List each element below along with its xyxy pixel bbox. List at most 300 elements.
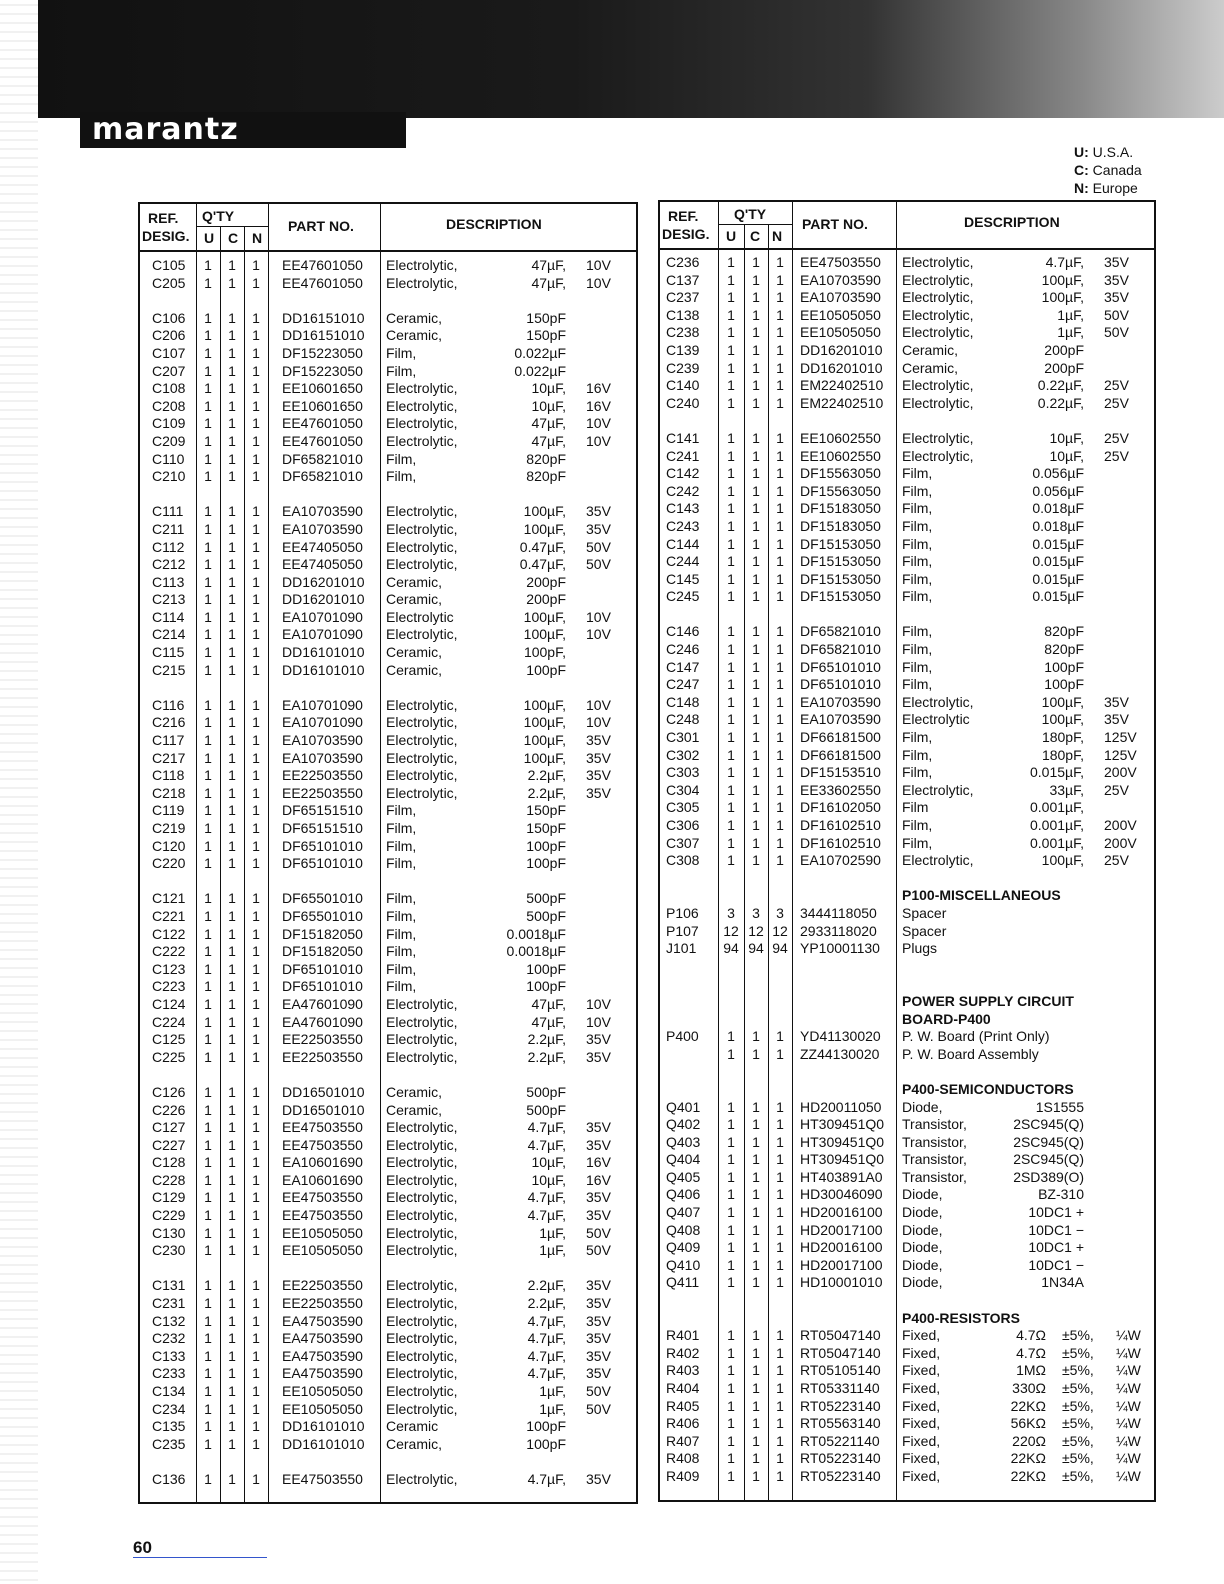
qty-u-cell: 1 xyxy=(727,517,735,534)
part-no-cell: EE47601050 xyxy=(282,432,363,449)
table-row xyxy=(660,835,1154,853)
qty-c-cell: 1 xyxy=(752,1186,760,1203)
desc-value-cell: 1µF, xyxy=(539,1383,566,1399)
qty-c-cell: 1 xyxy=(228,274,236,291)
desc-type-cell: Electrolytic, xyxy=(386,1154,458,1171)
qty-n-cell: 1 xyxy=(776,623,784,640)
desc-rating-cell: 35V xyxy=(1104,711,1129,728)
ref-desig-cell: C122 xyxy=(152,925,186,942)
qty-c-cell: 1 xyxy=(752,271,760,288)
part-no-cell: HT309451Q0 xyxy=(800,1116,885,1133)
part-no-cell: EE10505050 xyxy=(800,306,881,323)
qty-c-cell: 1 xyxy=(228,855,236,872)
desc-type-cell: Film, xyxy=(902,658,933,675)
ref-desig-cell: C207 xyxy=(152,362,186,379)
desc-type-cell: Ceramic, xyxy=(386,309,443,326)
table-row xyxy=(140,926,636,944)
ref-desig-cell: Q407 xyxy=(666,1204,701,1221)
ref-desig-cell: C245 xyxy=(666,588,700,605)
desc-type-cell: Electrolytic, xyxy=(386,696,458,713)
ref-desig-cell: C107 xyxy=(152,344,186,361)
ref-desig-cell: C131 xyxy=(152,1277,186,1294)
part-no-cell: DD16101010 xyxy=(282,1435,365,1452)
part-no-cell: YP10001130 xyxy=(800,940,880,957)
part-no-cell: YD41130020 xyxy=(800,1028,881,1045)
qty-c-cell: 1 xyxy=(228,749,236,766)
qty-c-cell: 1 xyxy=(228,432,236,449)
desc-value-cell: 100µF, xyxy=(1041,693,1084,710)
qty-c-cell: 1 xyxy=(752,711,760,728)
part-no-cell: EE22503550 xyxy=(282,784,363,801)
table-row xyxy=(660,1433,1154,1451)
legend-item: U: U.S.A. xyxy=(1074,144,1134,160)
table-row xyxy=(140,327,636,345)
qty-n-cell: 1 xyxy=(252,978,260,995)
desc-value-cell: 1µF, xyxy=(539,1224,566,1241)
desc-type-cell: Film, xyxy=(386,362,417,379)
ref-desig-cell: C302 xyxy=(666,746,700,763)
desc-type-cell: Ceramic, xyxy=(386,1435,443,1452)
desc-type-cell: Electrolytic, xyxy=(386,380,458,397)
desc-value-cell: 500pF xyxy=(526,890,566,907)
part-no-header: PART NO. xyxy=(802,216,868,232)
qty-c-cell: 1 xyxy=(752,1204,760,1221)
page-rule xyxy=(133,1557,267,1558)
qty-c-cell: 1 xyxy=(228,1119,236,1136)
part-no-cell: DF16102510 xyxy=(800,834,881,851)
desc-type-cell: Electrolytic, xyxy=(386,520,458,537)
part-no-cell: EA10701090 xyxy=(282,626,363,643)
qty-n-cell: 1 xyxy=(252,855,260,872)
desc-value-cell: 0.001µF, xyxy=(1030,817,1084,833)
qty-u-cell: 1 xyxy=(204,1383,212,1399)
part-no-cell: DF15153050 xyxy=(800,588,881,605)
part-no-cell: EA47503590 xyxy=(282,1330,363,1347)
table-row xyxy=(660,1134,1154,1152)
table-row xyxy=(660,588,1154,606)
table-row xyxy=(660,1468,1154,1486)
ref-desig-cell: C112 xyxy=(152,538,185,555)
qty-u-cell: 1 xyxy=(727,1344,735,1361)
qty-c-cell: 1 xyxy=(228,1400,236,1417)
desc-type-cell: Electrolytic, xyxy=(386,1189,458,1206)
table-row xyxy=(660,1450,1154,1468)
qty-n-cell: 1 xyxy=(776,1045,784,1062)
desc-value-cell: 0.22µF, xyxy=(1037,394,1084,411)
part-no-cell: EA10703590 xyxy=(282,749,363,766)
qty-c-cell: 1 xyxy=(228,1418,236,1435)
desc-type-cell: Film, xyxy=(386,450,417,467)
table-row xyxy=(660,1257,1154,1275)
desc-value-cell: 4.7µF, xyxy=(1045,254,1084,270)
qty-n-cell: 1 xyxy=(252,749,260,766)
qty-c-cell: 3 xyxy=(752,904,760,921)
table-row xyxy=(140,767,636,785)
ref-desig-cell: Q405 xyxy=(666,1168,701,1185)
qty-n-cell: 1 xyxy=(776,817,784,833)
desc-rating-cell: 25V xyxy=(1104,781,1129,798)
qty-c-cell: 1 xyxy=(228,661,236,678)
desc-rating-cell: 35V xyxy=(1104,271,1129,288)
qty-n-cell: 1 xyxy=(252,1207,260,1224)
qty-n-cell: 1 xyxy=(776,377,784,394)
desc-type-cell: Electrolytic, xyxy=(386,432,458,449)
desc-type-cell: Fixed, xyxy=(902,1327,941,1344)
qty-n-cell: 1 xyxy=(776,1397,784,1414)
table-row xyxy=(660,1028,1154,1046)
qty-u-cell: 1 xyxy=(204,1295,212,1312)
qty-c-cell: 1 xyxy=(228,1347,236,1364)
table-row xyxy=(140,345,636,363)
qty-u-cell: 1 xyxy=(727,1362,735,1379)
table-row xyxy=(660,553,1154,571)
qty-n-cell: 1 xyxy=(776,764,784,781)
table-row xyxy=(660,1204,1154,1222)
qty-u-cell: 1 xyxy=(204,309,212,326)
table-row xyxy=(140,626,636,644)
qty-n-cell: 1 xyxy=(252,380,260,397)
qty-n-cell: 1 xyxy=(252,327,260,344)
qty-c-cell: 1 xyxy=(228,802,236,819)
qty-u-cell: 1 xyxy=(727,1116,735,1133)
qty-n-cell: 1 xyxy=(252,538,260,555)
table-row xyxy=(660,940,1154,958)
qty-u-cell: 1 xyxy=(204,344,212,361)
qty-c-cell: 1 xyxy=(752,1362,760,1379)
desc-type-cell: Electrolytic, xyxy=(386,397,458,414)
desc-type-cell: P400-RESISTORS xyxy=(902,1309,1021,1326)
desc-type-cell: Fixed, xyxy=(902,1432,941,1449)
desc-value-cell: 500pF xyxy=(526,1101,566,1118)
ref-desig-cell: J101 xyxy=(666,940,697,957)
ref-desig-cell: C208 xyxy=(152,397,186,414)
desc-rating-cell: 35V xyxy=(1104,254,1129,270)
ref-desig-cell: C108 xyxy=(152,380,186,397)
qty-u-cell: 12 xyxy=(723,922,739,939)
part-no-cell: EE10602550 xyxy=(800,429,881,446)
desc-extra-cell: ¼W xyxy=(1116,1432,1141,1449)
desc-value-cell: 100µF, xyxy=(523,520,566,537)
part-no-cell: DF65151510 xyxy=(282,820,363,836)
table-row xyxy=(140,609,636,627)
ref-desig-cell: C105 xyxy=(152,257,186,273)
desc-type-cell: Ceramic, xyxy=(386,1083,443,1100)
desc-type-cell: Electrolytic, xyxy=(386,1207,458,1224)
ref-desig-cell: C129 xyxy=(152,1189,186,1206)
qty-u-cell: 1 xyxy=(204,1154,212,1171)
desc-rating-cell: 10V xyxy=(586,274,611,291)
ref-desig-cell: C144 xyxy=(666,535,700,552)
header-band xyxy=(38,0,1224,118)
table-row xyxy=(140,1119,636,1137)
table-row xyxy=(140,1313,636,1331)
ref-desig-cell: C232 xyxy=(152,1330,186,1347)
part-no-cell: DF65821010 xyxy=(282,450,363,467)
table-row xyxy=(660,1011,1154,1029)
qty-n-cell: 1 xyxy=(252,274,260,291)
desc-rating-cell: 50V xyxy=(586,1383,611,1399)
table-row xyxy=(660,764,1154,782)
qty-u-cell: 1 xyxy=(727,1204,735,1221)
desc-type-cell: Transistor, xyxy=(902,1116,967,1133)
qty-c-cell: 1 xyxy=(228,960,236,977)
desc-value-cell: 200pF xyxy=(1044,359,1084,376)
part-no-cell: RT05221140 xyxy=(800,1432,880,1449)
qty-n-cell: 1 xyxy=(776,1186,784,1203)
qty-n-cell: 1 xyxy=(776,271,784,288)
desc-value-cell: 0.0018µF xyxy=(506,943,566,960)
qty-u-cell: 1 xyxy=(204,1189,212,1206)
desc-rating-cell: 50V xyxy=(586,1242,611,1259)
desc-type-cell: Electrolytic, xyxy=(386,1224,458,1241)
ref-desig-cell: C240 xyxy=(666,394,700,411)
desc-value-cell: 500pF xyxy=(526,907,566,924)
part-no-cell: EA10703590 xyxy=(800,693,881,710)
desc-type-cell: Ceramic, xyxy=(902,341,959,358)
qty-c-cell: 1 xyxy=(752,588,760,605)
ref-desig-cell: C134 xyxy=(152,1383,186,1399)
part-no-cell: DF15153050 xyxy=(800,535,881,552)
desc-rating-cell: 200V xyxy=(1104,817,1137,833)
qty-c-cell: 1 xyxy=(752,570,760,587)
qty-u-cell: 1 xyxy=(204,732,212,749)
desc-rating-cell: 50V xyxy=(586,1400,611,1417)
qty-c-cell: 1 xyxy=(228,767,236,784)
qty-c-cell: 1 xyxy=(228,943,236,960)
ref-desig-cell: C238 xyxy=(666,324,700,341)
part-no-cell: DF15563050 xyxy=(800,465,881,482)
desc-type-cell: Electrolytic, xyxy=(902,781,974,798)
desc-type-cell: Diode, xyxy=(902,1221,943,1238)
desc-type-cell: Electrolytic, xyxy=(386,1136,458,1153)
desc-type-cell: Film, xyxy=(902,535,933,552)
qty-c-cell: 1 xyxy=(752,500,760,517)
table-row xyxy=(660,659,1154,677)
desc-type-cell: Electrolytic, xyxy=(386,415,458,432)
qty-c-cell: 1 xyxy=(752,359,760,376)
desc-value-cell: 0.47µF, xyxy=(519,556,566,573)
qty-n-cell: 1 xyxy=(776,1467,784,1484)
desc-value-cell: 4.7µF, xyxy=(527,1207,566,1224)
table-row xyxy=(660,1151,1154,1169)
desc-type-cell: Film, xyxy=(902,676,933,693)
desc-type-cell: Electrolytic, xyxy=(386,995,458,1012)
desc-extra-cell: ¼W xyxy=(1116,1415,1141,1432)
desc-type-cell: Diode, xyxy=(902,1256,943,1273)
desc-rating-cell: 35V xyxy=(586,1312,611,1329)
part-no-cell: DF65821010 xyxy=(800,623,881,640)
qty-n-cell: 1 xyxy=(252,767,260,784)
desc-type-cell: Electrolytic, xyxy=(386,1383,458,1399)
qty-c-cell: 1 xyxy=(752,1432,760,1449)
table-row xyxy=(660,1380,1154,1398)
desc-rating-cell: 35V xyxy=(586,1277,611,1294)
qty-u-cell: 1 xyxy=(204,1083,212,1100)
table-row xyxy=(140,1225,636,1243)
desc-rating-cell: 35V xyxy=(586,1119,611,1136)
qty-u-cell: 1 xyxy=(727,324,735,341)
desc-type-cell: Film, xyxy=(902,623,933,640)
qty-u-cell: 1 xyxy=(727,834,735,851)
desc-extra-cell: ¼W xyxy=(1116,1450,1141,1467)
qty-n-cell: 1 xyxy=(776,1028,784,1045)
part-no-cell: HD20011050 xyxy=(800,1098,882,1115)
desc-value-cell: 4.7µF, xyxy=(527,1189,566,1206)
ref-desig-cell: P400 xyxy=(666,1028,699,1045)
ref-desig-cell: C142 xyxy=(666,465,700,482)
qty-u-cell: 1 xyxy=(204,1031,212,1048)
desc-value-cell: 100pF xyxy=(526,960,566,977)
part-no-cell: EA47601090 xyxy=(282,1013,363,1030)
qty-n-cell: 1 xyxy=(252,1435,260,1452)
part-no-cell: DF15182050 xyxy=(282,925,363,942)
qty-c-cell: 1 xyxy=(228,1242,236,1259)
qty-u-cell: 1 xyxy=(204,943,212,960)
ref-desig-cell: C239 xyxy=(666,359,700,376)
desc-type-cell: Fixed, xyxy=(902,1415,941,1432)
ref-desig-cell: C222 xyxy=(152,943,186,960)
desc-type-cell: Film, xyxy=(902,729,933,746)
desc-rating-cell: 25V xyxy=(1104,447,1129,464)
qty-c-cell: 1 xyxy=(228,520,236,537)
desc-value-cell: 150pF xyxy=(526,327,566,344)
ref-desig-cell: C138 xyxy=(666,306,700,323)
qty-n-cell: 1 xyxy=(252,1013,260,1030)
table-row xyxy=(660,782,1154,800)
qty-c-cell: 1 xyxy=(752,1098,760,1115)
table-body xyxy=(140,252,636,1489)
part-no-cell: EA10601690 xyxy=(282,1171,363,1188)
desc-type-cell: Fixed, xyxy=(902,1397,941,1414)
qty-c-cell: 12 xyxy=(748,922,764,939)
desc-value-cell: 10DC1 − xyxy=(1028,1256,1084,1273)
desc-value-cell: 100µF, xyxy=(523,714,566,731)
qty-n-cell: 1 xyxy=(776,324,784,341)
table-row xyxy=(140,591,636,609)
ref-desig-cell: C209 xyxy=(152,432,186,449)
qty-c-cell: 1 xyxy=(228,732,236,749)
qty-n-cell: 1 xyxy=(252,925,260,942)
table-row xyxy=(660,747,1154,765)
desc-type-cell: Fixed, xyxy=(902,1344,941,1361)
qty-c-cell: 1 xyxy=(228,1083,236,1100)
ref-desig-cell: C236 xyxy=(666,254,700,270)
desc-rating-cell: ±5%, xyxy=(1062,1415,1094,1432)
ref-desig-cell: C125 xyxy=(152,1031,186,1048)
desc-rating-cell: 35V xyxy=(586,784,611,801)
qty-u-cell: 1 xyxy=(727,693,735,710)
part-no-cell: DF15153510 xyxy=(800,764,881,781)
desc-value-cell: 47µF, xyxy=(531,1013,566,1030)
desc-value-cell: 100µF, xyxy=(523,732,566,749)
desc-type-cell: Spacer xyxy=(902,904,947,921)
ref-desig-cell: C137 xyxy=(666,271,700,288)
desc-rating-cell: 10V xyxy=(586,608,611,625)
desc-rating-cell: 35V xyxy=(586,1031,611,1048)
qty-n-cell: 1 xyxy=(252,1224,260,1241)
qty-u-cell: 1 xyxy=(204,608,212,625)
desc-rating-cell: 125V xyxy=(1104,746,1137,763)
qty-c-cell: 1 xyxy=(752,1116,760,1133)
qty-c-cell: 1 xyxy=(228,1435,236,1452)
qty-c-cell: 1 xyxy=(752,1168,760,1185)
table-row xyxy=(140,1383,636,1401)
desc-value-cell: 0.001µF, xyxy=(1030,834,1084,851)
ref-desig-cell: C304 xyxy=(666,781,700,798)
ref-desig-cell: C246 xyxy=(666,641,700,658)
ref-desig-cell: C126 xyxy=(152,1083,186,1100)
qty-c-cell: 1 xyxy=(752,1467,760,1484)
qty-c-cell: 1 xyxy=(752,254,760,270)
desc-type-cell: Film, xyxy=(902,764,933,781)
table-row xyxy=(140,539,636,557)
desc-type-cell: Diode, xyxy=(902,1098,943,1115)
ref-desig-cell: C306 xyxy=(666,817,700,833)
part-no-cell: HT403891A0 xyxy=(800,1168,883,1185)
qty-n-cell: 1 xyxy=(252,468,260,485)
table-spacer xyxy=(140,679,636,697)
ref-desig-cell: C218 xyxy=(152,784,186,801)
desc-type-cell: Plugs xyxy=(902,940,938,957)
part-no-cell: EE47601050 xyxy=(282,274,363,291)
qty-c-cell: 1 xyxy=(228,573,236,590)
desc-type-cell: Ceramic, xyxy=(386,591,443,608)
desc-value-cell: 2.2µF, xyxy=(527,1031,566,1048)
desc-rating-cell: 25V xyxy=(1104,377,1129,394)
desc-type-cell: Electrolytic, xyxy=(386,1347,458,1364)
qty-c-cell: 1 xyxy=(752,1221,760,1238)
table-row xyxy=(140,1137,636,1155)
qty-u-cell: 1 xyxy=(727,306,735,323)
qty-n-cell: 1 xyxy=(252,1189,260,1206)
qty-u-cell: 1 xyxy=(727,1432,735,1449)
desc-value-cell: 10µF, xyxy=(531,380,566,397)
table-row xyxy=(140,433,636,451)
desc-rating-cell: 25V xyxy=(1104,394,1129,411)
table-row xyxy=(140,257,636,275)
part-no-cell: EE22503550 xyxy=(282,1295,363,1312)
qty-u-cell: 1 xyxy=(727,764,735,781)
desc-type-cell: Film, xyxy=(386,344,417,361)
table-row xyxy=(140,890,636,908)
desc-type-cell: Film, xyxy=(902,553,933,570)
qty-u-cell: 1 xyxy=(727,254,735,270)
table-row xyxy=(660,1362,1154,1380)
qty-u-cell: 1 xyxy=(204,1101,212,1118)
qty-u-cell: 1 xyxy=(204,1119,212,1136)
qty-u-cell: 1 xyxy=(727,1221,735,1238)
ref-desig-cell: R406 xyxy=(666,1415,700,1432)
qty-u-cell: 1 xyxy=(727,729,735,746)
qty-u-cell: 1 xyxy=(204,1136,212,1153)
part-no-cell: EE47503550 xyxy=(282,1207,363,1224)
ref-desig-cell: R408 xyxy=(666,1450,700,1467)
desc-value-cell: 0.022µF xyxy=(514,344,566,361)
qty-n-cell: 1 xyxy=(776,1116,784,1133)
qty-c-cell: 1 xyxy=(752,1239,760,1256)
part-no-cell: EE10505050 xyxy=(800,324,881,341)
desc-rating-cell: ±5%, xyxy=(1062,1327,1094,1344)
desc-rating-cell: 10V xyxy=(586,696,611,713)
desc-type-cell: Electrolytic, xyxy=(902,693,974,710)
table-spacer xyxy=(660,1063,1154,1081)
table-row xyxy=(660,676,1154,694)
part-no-cell: RT05223140 xyxy=(800,1467,881,1484)
desc-type-cell: Electrolytic, xyxy=(386,1171,458,1188)
desc-type-cell: Electrolytic, xyxy=(386,1031,458,1048)
desc-value-cell: 330Ω xyxy=(1012,1380,1046,1396)
parts-table-left xyxy=(138,202,638,1504)
